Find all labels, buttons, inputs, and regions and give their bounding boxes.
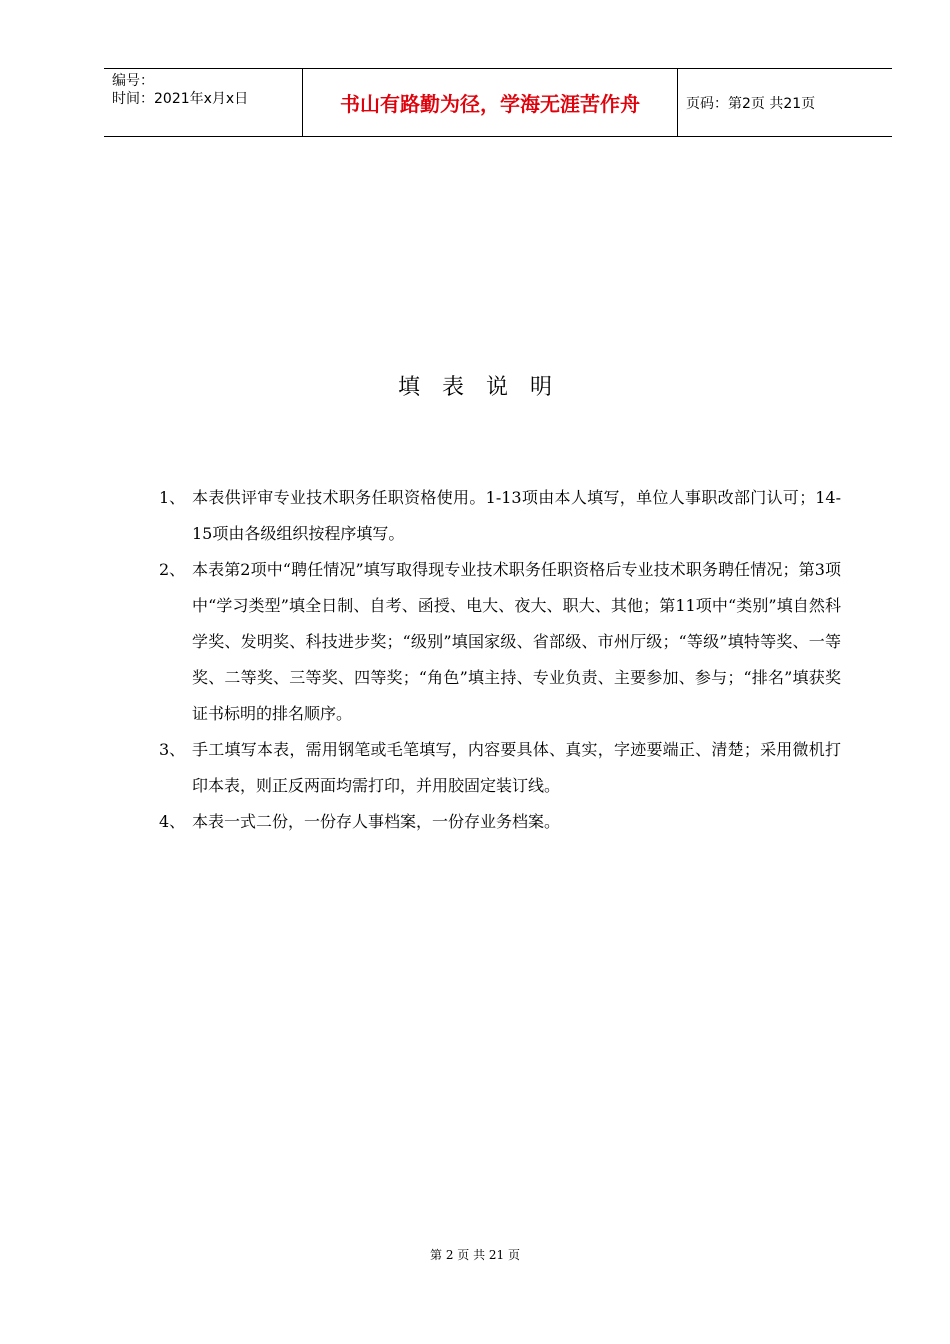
list-item-number: 2、 [159,560,186,579]
list-item [159,480,841,552]
header-meta [104,69,303,136]
header-page-info: 页码：第2页 共21页 [686,95,816,112]
number-label: 编号： [112,73,154,89]
header-motto: 书山有路勤为径，学海无涯苦作舟 [303,69,678,136]
list-item-number: 3、 [159,740,186,759]
list-item [159,552,841,732]
page-footer: 第 2 页 共 21 页 [430,1248,520,1262]
list-item-number: 1、 [159,488,186,507]
list-item-text: 本表第2项中“聘任情况”填写取得现专业技术职务任职资格后专业技术职务聘任情况；第3项中“学习类型”填全日制、自考、函授、电大、夜大、职大、其他；第11项中“类别”填自然科学奖、发明奖、科技进步奖；“级别”填国家级、省部级、市州厅级；“等级”填特等奖、一等奖、二等奖、三等奖、四等奖；“角色”填主持、专业负责、主要参加、参与；“排名”填获奖证书标明的排名顺序。 [192,560,841,723]
page-header [104,68,892,137]
list-item [159,804,841,840]
time-label: 时间：2021年x月x日 [112,91,249,107]
list-item [159,732,841,804]
instructions-list [159,480,841,840]
document-title: 填表说明 [397,375,574,400]
list-item-number: 4、 [159,812,186,831]
list-item-text: 本表供评审专业技术职务任职资格使用。1-13项由本人填写，单位人事职改部门认可；14-15项由各级组织按程序填写。 [192,488,841,543]
list-item-text: 本表一式二份，一份存人事档案，一份存业务档案。 [192,812,561,831]
list-item-text: 手工填写本表，需用钢笔或毛笔填写，内容要具体、真实，字迹要端正、清楚；采用微机打印本表，则正反两面均需打印，并用胶固定装订线。 [192,740,841,795]
